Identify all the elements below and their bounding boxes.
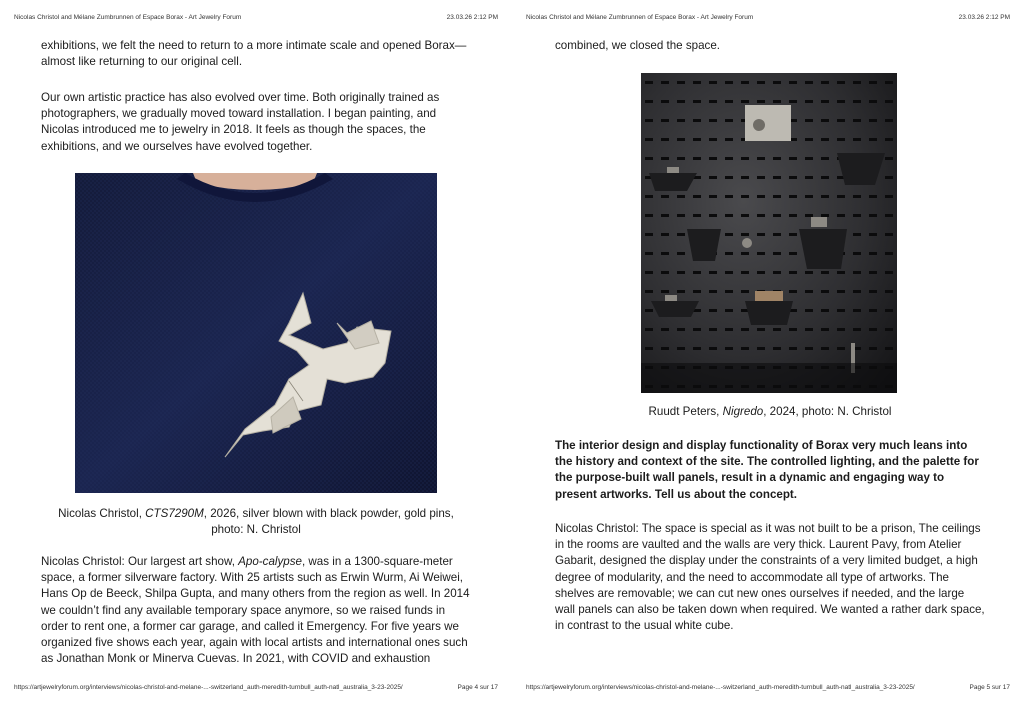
- header-date: 23.03.26 2:12 PM: [958, 14, 1010, 21]
- page-5: [512, 0, 1024, 725]
- show-title: Apo-calypse: [238, 555, 302, 568]
- artwork-title: Nigredo: [722, 405, 764, 418]
- footer-url[interactable]: https://artjewelryforum.org/interviews/nicolas-christol-and-melane-...-switzerland_auth-meredith-turnbull_auth-natl_australia_3-23-2025/: [14, 684, 403, 691]
- paragraph: Nicolas Christol: Our largest art show, Apo-calypse, was in a 1300-square-meter space, a former silverware factory. With 25 artists such as Erwin Wurm, Ai Weiwei, Hans Op de Beeck, Shilpa Gupta, and many others from the region as well. In 2014 we couldn’t find any available temporary space anymore, so we raised funds in order to rent one, a former car garage, and called it Emergency. For five years we organized five shows each year, again with local artists and international ones such as Jonathan Monk or Minerva Cuevas. In 2021, with COVID and exhaustion: [41, 555, 470, 666]
- figure-caption: Nicolas Christol, CTS7290M, 2026, silver blown with black powder, gold pins, photo: N. Christol: [58, 507, 454, 537]
- brooch-on-sweater-photo: [75, 173, 437, 493]
- header-title: Nicolas Christol and Mélane Zumbrunnen of Espace Borax - Art Jewelry Forum: [526, 14, 754, 21]
- footer-page-number: Page 4 sur 17: [457, 684, 498, 691]
- artwork-title: CTS7290M: [145, 507, 204, 520]
- footer-page-number: Page 5 sur 17: [969, 684, 1010, 691]
- paragraph: exhibitions, we felt the need to return to a more intimate scale and opened Borax—almost like returning to our original cell.: [41, 39, 467, 69]
- paragraph: Our own artistic practice has also evolved over time. Both originally trained as photographers, we gradually moved toward installation. I began painting, and Nicolas introduced me to jewelry in 2018. It feels as though the spaces, the exhibitions, and we ourselves have evolved together.: [41, 91, 440, 153]
- interview-answer: Nicolas Christol: The space is special as it was not built to be a prison, The ceilings in the rooms are vaulted and the walls are very thick. Laurent Pavy, from Atelier Gabarit, designed the display under the constraints of a very limited budget, a high degree of modularity, and the need to accommodate all type of artworks. The shelves are removable; we can cut new ones ourselves if needed, and the large wall panels can also be taken down when required. We wanted a rather dark space, in contrast to the usual white cube.: [555, 522, 985, 633]
- dark-display-wall-photo: [641, 73, 897, 393]
- paragraph: combined, we closed the space.: [555, 39, 720, 52]
- header-title: Nicolas Christol and Mélane Zumbrunnen of Espace Borax - Art Jewelry Forum: [14, 14, 242, 21]
- interview-question: The interior design and display functionality of Borax very much leans into the history and context of the site. The controlled lighting, and the palette for the purpose-built wall panels, result in a dynamic and engaging way to present artworks. Tell us about the concept.: [555, 439, 979, 501]
- footer-url[interactable]: https://artjewelryforum.org/interviews/nicolas-christol-and-melane-...-switzerland_auth-meredith-turnbull_auth-natl_australia_3-23-2025/: [526, 684, 915, 691]
- figure-caption: Ruudt Peters, Nigredo, 2024, photo: N. Christol: [648, 405, 892, 418]
- header-date: 23.03.26 2:12 PM: [446, 14, 498, 21]
